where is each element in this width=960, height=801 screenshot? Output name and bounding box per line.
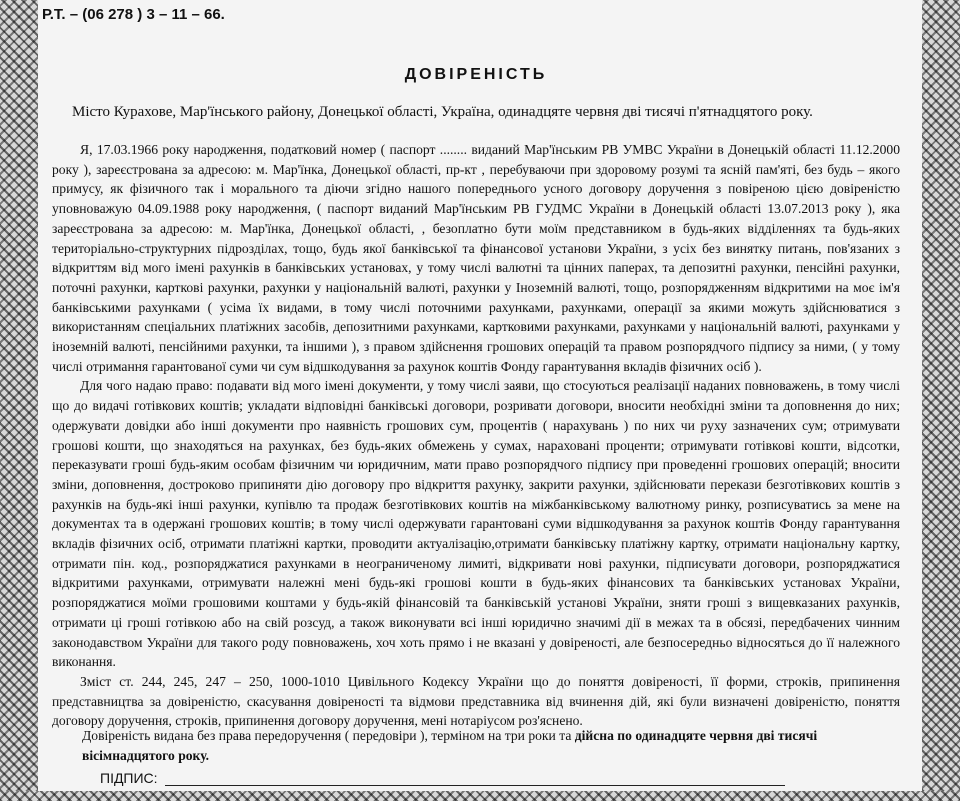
ornamental-border-right xyxy=(922,0,960,801)
validity-statement xyxy=(82,726,900,765)
paragraph-powers: Для чого надаю право: подавати від мого імені документи, у тому числі заяви, що стосуються реалізації наданих повноважень, в тому числі що до видачі готівкових коштів; укладати відповідні банківські договори, розривати договори, вносити необхідні зміни та доповнення до них; одержувати довідки або інші документи про наявність грошових сум, процентів ( нарахувань ) по них чи руху зазначених сум; отримувати грошові кошти, що знаходяться на рахунках, без будь-яких обмежень у сумах, нараховані проценти; отримувати готівкові кошти, відсотки, переказувати грошi будь-яким особам фізичним чи юридичним, мати право розпорядчого підпису при проведенні грошових операцій; вносити зміни, доповнення, достроково припиняти дію договору про відкриття рахунку, закрити рахунки, здійснювати перекази безготівкових коштів з рахунків на будь-які інші рахунки, купівлю та продаж безготівкових коштів на міжбанківському валютному ринку, розписуватись за мене на документах та в одержані грошових коштів; в тому числі одержувати гарантовані суми відшкодування за рахунок коштів Фонду гарантування вкладів фізичних осіб, отримати платіжні картки, проводити актуалізацію,отримати банківську платіжну картку, отримати національну картку, отримати пін. код., розпоряджатися рахунками в неограниченому лимиті, відкривати нові рахунки, підписувати договори, розпоряджатися відкритими рахунками, отримувати належні мені будь-які грошові кошти в будь-яких фінансових та банківських установах України, розпоряджатися моїми грошовими коштами у будь-якій фінансовій та банківській установі України, зняти гроші з вищевказаних рахунків, отримати ці гроші готівкою або на свій розсуд, а також виконувати всі інші юридично значимі дії в межах та в обсязі, передбачених чинним законодавством України для такого роду повноважень, хоч хоть прямо і не вказані у довіреності, але безпосередньо відносяться до її належного виконання. xyxy=(52,378,900,670)
validity-prefix: Довіреність видана без права передоручення ( передовіри ), терміном на три роки та xyxy=(82,728,572,743)
ornamental-border-left xyxy=(0,0,38,801)
place-date-line: Місто Курахове, Мар'їнського району, Донецької області, Україна, одинадцяте червня дві тисячі п'ятнадцятого року. xyxy=(72,104,813,120)
document-title: ДОВІРЕНІСТЬ xyxy=(404,66,548,83)
document-content xyxy=(42,0,900,801)
signature-label: ПІДПИС: xyxy=(100,770,158,786)
paragraph-civil-code: Зміст ст. 244, 245, 247 – 250, 1000-1010 Цивільного Кодексу України що до поняття довіреності, її форми, строків, припинення представництва за довіреністю, скасування довіреності та відмови представника від вчинення дій, які були визначені довіреністю, поняття договору доручення, строків, припинення договору доручення, мені нотаріусом роз'яснено. xyxy=(52,673,900,729)
phone-header: Р.Т. – (06 278 ) 3 – 11 – 66. xyxy=(42,6,225,23)
paragraph-authorization: Я, 17.03.1966 року народження, податковий номер ( паспорт ........ виданий Мар'їнським РВ УМВС України в Донецькій області 11.12.2000 року ), зареєстрована за адресою: м. Мар'їнка, Донецької області, пр-кт , перебуваючи при здоровому розумі та ясній пам'яті, без будь – якого примусу, як фізичного так і морального та діючи згідно нашого попереднього усного договору доручення з повіреною цією довіреністю уповноважую 04.09.1988 року народження, ( паспорт виданий Мар'їнським РВ ГУДМС України в Донецькій області 13.07.2013 року ), яка зареєстрована за адресою: м. Мар'їнка, Донецької області, , безоплатно бути моїм представником в будь-яких відділеннях та будь-яких територіально-структурних підрозділах, тощо, будь якої банківської та фінансової установи України, з усіх без винятку питань, пов'язаних з відкриттям від мого імені рахунків в банківських установах, у тому числі валютні та цінних паперах, та депозитні рахунки, пенсійні рахунки, поточні рахунки, карткові рахунки, рахунки у національній валюті, рахунки у Іноземній валюті, тощо, розпорядженням відкритими на моє ім'я банківськими рахунками ( усіма їх видами, в тому числі поточними рахунками, рахунками, операції за якими можуть здійснюватися з використанням спеціальних платіжних засобів, депозитними рахунками, картковими рахунками, рахунками у національній валюті, рахунками у іноземній валюті, пенсійними рахунки, та іншими ), з правом здійснення грошових операцій та правом розпорядчого підпису за ними, ( у тому числі отримання гарантованої суми чи сум відшкодування за рахунок коштів Фонду гарантування вкладів фізичних осіб ). xyxy=(52,142,900,374)
validity-bold: дійсна по одинадцяте червня дві тисячі вісімнадцятого року. xyxy=(82,728,818,763)
document-body xyxy=(52,140,900,731)
signature-line xyxy=(165,771,785,786)
signature-row xyxy=(100,770,785,786)
